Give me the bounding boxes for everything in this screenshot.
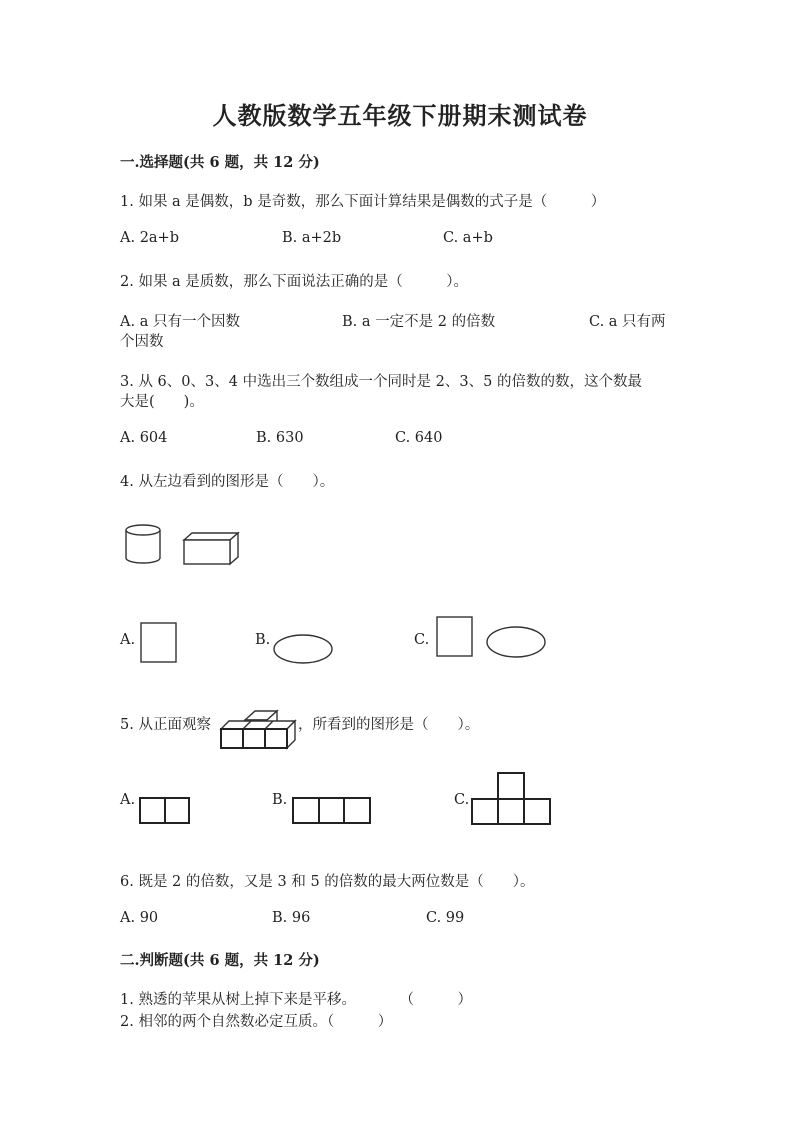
q1-option-c: C. a+b [443,230,493,246]
q4-option-b: B. [255,632,271,648]
q5-option-a: A. [120,792,136,808]
q5-cube-stack-figure [217,708,297,752]
q5-option-c: C. [454,792,470,808]
q3-option-a: A. 604 [120,430,168,446]
q2-option-c: C. a 只有两 [589,314,666,330]
q6-option-a: A. 90 [120,910,159,926]
q4-solids-figure [118,520,248,570]
q6-option-c: C. 99 [426,910,465,926]
judgement-1: 1. 熟透的苹果从树上掉下来是平移。 （ ） [120,992,472,1008]
question-1: 1. 如果 a 是偶数，b 是奇数，那么下面计算结果是偶数的式子是（ ） [120,194,606,210]
q3-option-c: C. 640 [395,430,443,446]
q1-option-b: B. a+2b [282,230,342,246]
question-5-after: ，所看到的图形是（ ）。 [298,717,480,733]
q2-option-b: B. a 一定不是 2 的倍数 [342,314,496,330]
q2-option-c-wrap: 个因数 [120,334,164,350]
q6-option-b: B. 96 [272,910,311,926]
q4-c-shapes [436,616,548,662]
q5-c-pyramid-squares [470,771,554,827]
question-5-before: 5. 从正面观察 [120,717,211,733]
cuboid-shape [184,533,238,564]
section-heading-judgement: 二.判断题(共 6 题，共 12 分) [120,952,320,969]
question-2: 2. 如果 a 是质数，那么下面说法正确的是（ ）。 [120,274,469,290]
page-title: 人教版数学五年级下册期末测试卷 [212,101,588,130]
q1-option-a: A. 2a+b [120,230,179,246]
q5-b-three-squares [291,796,373,826]
question-3: 3. 从 6、0、3、4 中选出三个数组成一个同时是 2、3、5 的倍数的数，这个数最 [120,374,642,390]
q4-option-c: C. [414,632,430,648]
q4-b-ellipse [272,632,336,666]
q5-a-two-squares [138,796,192,826]
section-heading-choice: 一.选择题(共 6 题，共 12 分) [120,154,320,171]
q4-option-a: A. [120,632,136,648]
q3-option-b: B. 630 [256,430,304,446]
judgement-2: 2. 相邻的两个自然数必定互质。（ ） [120,1014,393,1030]
q4-a-rectangle [140,622,180,664]
q2-option-a: A. a 只有一个因数 [120,314,240,330]
cylinder-shape [126,525,160,563]
question-3-wrap: 大是( )。 [120,394,204,410]
question-6: 6. 既是 2 的倍数，又是 3 和 5 的倍数的最大两位数是（ ）。 [120,874,535,890]
question-4: 4. 从左边看到的图形是（ ）。 [120,474,335,490]
q5-option-b: B. [272,792,288,808]
